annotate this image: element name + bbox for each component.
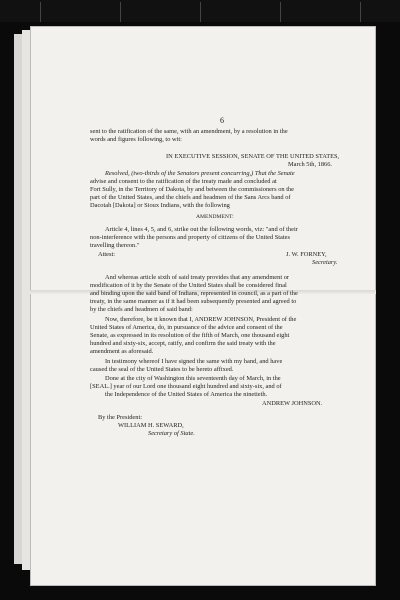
text-line: Fort Sully, in the Territory of Dakota, by and between the commissioners on the	[90, 186, 295, 193]
text-line: advise and consent to the ratification of the treaty made and concluded at	[90, 178, 277, 185]
signer-name: J. W. FORNEY,	[286, 251, 327, 258]
text-line: modification of it by the Senate of the United States shall be considered final	[90, 282, 287, 289]
text-line: part of the United States, and the chiefs and headmen of the Sans Arcs band of	[90, 194, 291, 201]
page-number: 6	[220, 116, 224, 125]
text-line: In testimony whereof I have signed the same with my hand, and have	[105, 358, 283, 365]
text-line: sent to the ratification of the same, with an amendment, by a resolution in the	[90, 128, 288, 135]
text-line: Article 4, lines 4, 5, and 6, strike out the following words, viz: "and of their	[105, 226, 298, 233]
text-line: by the chiefs and headmen of said band:	[90, 306, 193, 313]
text-line: and binding upon the said band of Indians, represented in council, as a part of the	[90, 290, 298, 297]
text-line: non-interference with the persons and property of citizens of the United States	[90, 234, 290, 241]
signer-title: Secretary.	[312, 259, 338, 266]
text-line: treaty, in the same manner as if it had been subsequently presented and agreed to	[90, 298, 297, 305]
frame-tab	[280, 2, 321, 22]
text-line: words and figures following, to wit:	[90, 136, 182, 143]
text-line: Done at the city of Washington this seventeenth day of March, in the	[105, 375, 281, 382]
amendment-heading: AMENDMENT:	[196, 214, 234, 220]
text-line: United States of America, do, in pursuance of the advice and consent of the	[90, 324, 283, 331]
text-line: amendment as aforesaid.	[90, 348, 154, 355]
text-line: the Independence of the United States of America the ninetieth.	[105, 391, 268, 398]
frame-tab	[120, 2, 161, 22]
text-line: Dacotah [Dakota] or Sioux Indians, with the following	[90, 202, 230, 209]
text-line: Now, therefore, be it known that I, ANDREW JOHNSON, President of the	[105, 316, 297, 323]
session-date: March 5th, 1866.	[288, 161, 333, 168]
secretary-name: WILLIAM H. SEWARD,	[118, 422, 184, 429]
attest-label: Attest:	[98, 251, 116, 258]
secretary-title: Secretary of State.	[148, 430, 195, 437]
document-page	[30, 26, 376, 586]
seal-line: [SEAL.] year of our Lord one thousand eight hundred and sixty-six, and of	[90, 383, 282, 390]
text-line: By the President:	[98, 414, 143, 421]
text-line: caused the seal of the United States to be hereto affixed.	[90, 366, 234, 373]
resolution-line: Resolved, (two-thirds of the Senators present concurring,) That the Senate	[105, 170, 295, 177]
session-heading: IN EXECUTIVE SESSION, SENATE OF THE UNITED STATES,	[166, 153, 340, 160]
text-line: travelling thereon."	[90, 242, 140, 249]
text-line: Senate, as expressed in its resolution of the fifth of March, one thousand eight	[90, 332, 290, 339]
frame-tab	[200, 2, 241, 22]
frame-tab	[360, 2, 400, 22]
text-line: And whereas article sixth of said treaty provides that any amendment or	[105, 274, 290, 281]
president-signature: ANDREW JOHNSON.	[262, 400, 323, 407]
text-line: hundred and sixty-six, accept, ratify, and confirm the said treaty with the	[90, 340, 276, 347]
frame-tab	[40, 2, 81, 22]
film-frame-top	[0, 0, 400, 22]
